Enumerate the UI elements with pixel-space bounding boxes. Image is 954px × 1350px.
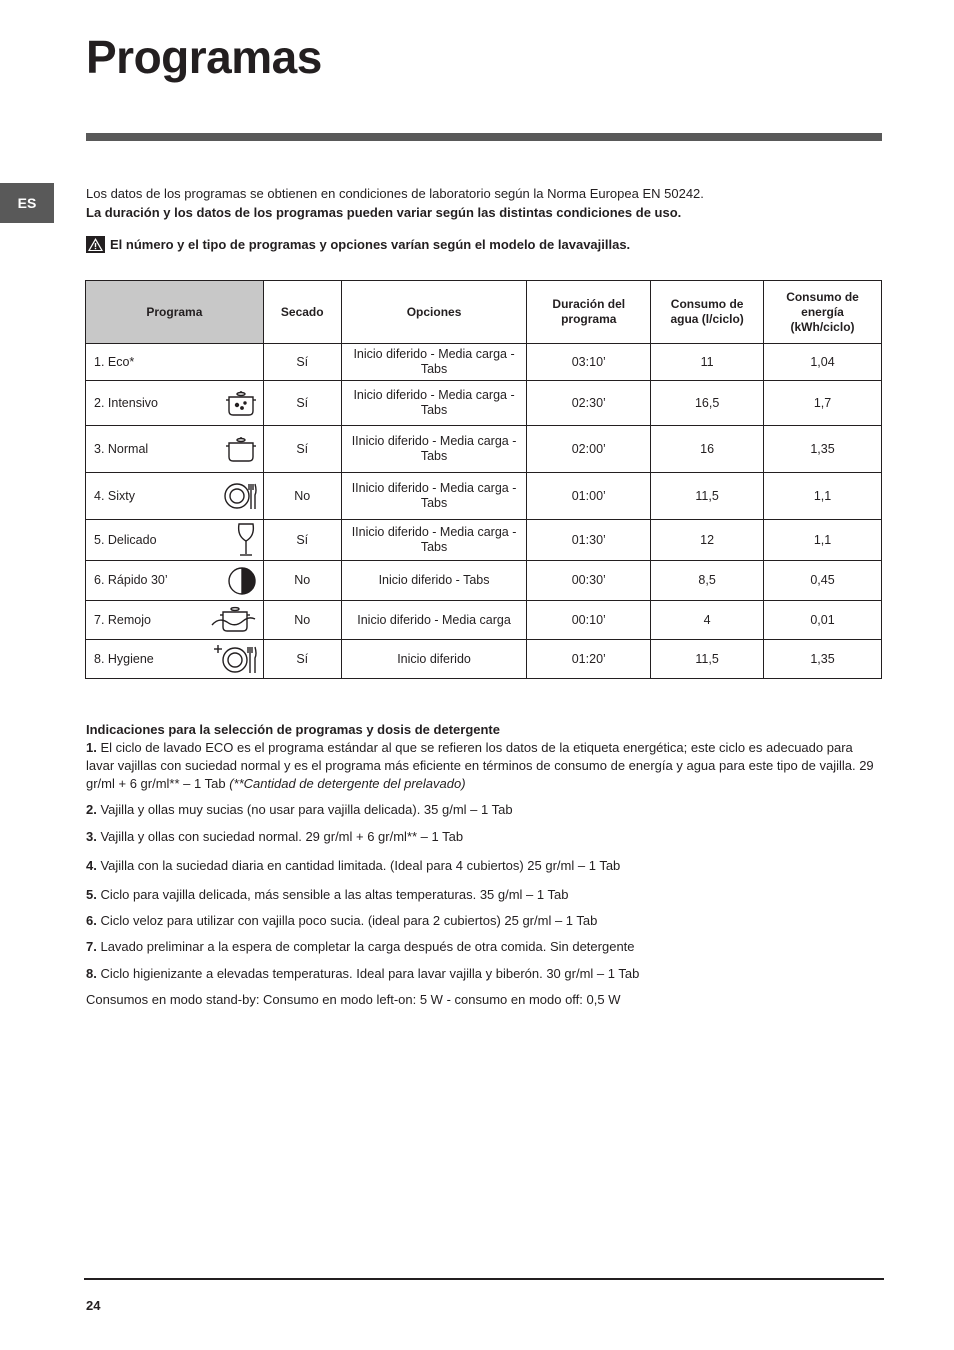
header-opciones: Opciones — [341, 281, 527, 344]
cell-energia: 1,1 — [764, 473, 882, 520]
header-consumo-energia: Consumo de energía (kWh/ciclo) — [764, 281, 882, 344]
warning-triangle-icon — [86, 236, 105, 253]
cell-agua: 11,5 — [651, 473, 764, 520]
cell-opciones: Inicio diferido - Media carga - Tabs — [341, 381, 527, 426]
cell-secado: Sí — [263, 426, 341, 473]
cell-programa — [86, 381, 264, 426]
indication-item: 4. Vajilla con la suciedad diaria en cantidad limitada. (Ideal para 4 cubiertos) 25 gr/ml – 1 Tab — [86, 858, 621, 873]
cell-secado: No — [263, 473, 341, 520]
pot-dirty-icon — [225, 389, 257, 417]
cell-opciones: Inicio diferido - Tabs — [341, 561, 527, 601]
cell-opciones: IInicio diferido - Media carga - Tabs — [341, 473, 527, 520]
soak-pot-icon — [211, 605, 257, 635]
indication-item: 2. Vajilla y ollas muy sucias (no usar para vajilla delicada). 35 g/ml – 1 Tab — [86, 802, 513, 817]
cell-secado: Sí — [263, 640, 341, 679]
program-name: 1. Eco* — [94, 354, 135, 369]
cell-programa — [86, 640, 264, 679]
header-duracion: Duración del programa — [527, 281, 651, 344]
hygiene-plate-icon — [213, 643, 257, 675]
cell-programa — [86, 344, 264, 381]
program-name: 5. Delicado — [94, 532, 157, 547]
cell-duracion: 02:00’ — [527, 426, 651, 473]
intro-line-1: Los datos de los programas se obtienen en condiciones de laboratorio según la Norma Europea EN 50242. — [86, 186, 704, 201]
cell-secado: No — [263, 561, 341, 601]
half-circle-clock-icon — [227, 566, 257, 596]
program-name: 8. Hygiene — [94, 651, 154, 666]
program-name: 4. Sixty — [94, 488, 135, 503]
cell-energia: 1,1 — [764, 520, 882, 561]
table-header-row — [86, 281, 882, 344]
table-row — [86, 640, 882, 679]
cell-agua: 16,5 — [651, 381, 764, 426]
table-row — [86, 426, 882, 473]
table-row — [86, 520, 882, 561]
plate-cutlery-icon — [223, 481, 257, 511]
intro-line-2: La duración y los datos de los programas pueden variar según las distintas condiciones de uso. — [86, 205, 682, 220]
cell-programa — [86, 473, 264, 520]
indication-item: 3. Vajilla y ollas con suciedad normal. 29 gr/ml + 6 gr/ml** – 1 Tab — [86, 829, 464, 844]
program-name: 2. Intensivo — [94, 395, 158, 410]
footer-divider — [84, 1278, 884, 1280]
table-row — [86, 473, 882, 520]
cell-energia: 1,35 — [764, 640, 882, 679]
warning-text: El número y el tipo de programas y opciones varían según el modelo de lavavajillas. — [110, 237, 631, 252]
table-row — [86, 344, 882, 381]
indication-item: 6. Ciclo veloz para utilizar con vajilla poco sucia. (ideal para 2 cubiertos) 25 gr/ml – 1 Tab — [86, 913, 598, 928]
program-name: 6. Rápido 30’ — [94, 573, 168, 587]
header-programa: Programa — [86, 281, 264, 344]
cell-energia: 0,01 — [764, 601, 882, 640]
cell-duracion: 01:30’ — [527, 520, 651, 561]
cell-energia: 0,45 — [764, 561, 882, 601]
title-divider — [86, 133, 882, 141]
cell-agua: 11,5 — [651, 640, 764, 679]
page-number: 24 — [86, 1298, 101, 1313]
programs-table — [85, 280, 882, 679]
cell-secado: No — [263, 601, 341, 640]
cell-agua: 8,5 — [651, 561, 764, 601]
cell-agua: 4 — [651, 601, 764, 640]
cell-agua: 16 — [651, 426, 764, 473]
cell-opciones: IInicio diferido - Media carga - Tabs — [341, 426, 527, 473]
indication-item: 7. Lavado preliminar a la espera de completar la carga después de otra comida. Sin detergente — [86, 939, 635, 954]
cell-duracion: 00:30’ — [527, 561, 651, 601]
indication-item: 8. Ciclo higienizante a elevadas temperaturas. Ideal para lavar vajilla y biberón. 30 gr/ml – 1 Tab — [86, 966, 640, 981]
cell-duracion: 01:00’ — [527, 473, 651, 520]
cell-opciones: IInicio diferido - Media carga - Tabs — [341, 520, 527, 561]
standby-consumption: Consumos en modo stand-by: Consumo en modo left-on: 5 W - consumo en modo off: 0,5 W — [86, 992, 621, 1007]
cell-energia: 1,35 — [764, 426, 882, 473]
cell-programa — [86, 601, 264, 640]
cell-agua: 12 — [651, 520, 764, 561]
indication-item: 5. Ciclo para vajilla delicada, más sensible a las altas temperaturas. 35 g/ml – 1 Tab — [86, 887, 569, 902]
cell-duracion: 00:10’ — [527, 601, 651, 640]
intro-text — [86, 184, 886, 222]
cell-secado: Sí — [263, 520, 341, 561]
cell-opciones: Inicio diferido — [341, 640, 527, 679]
cell-duracion: 01:20’ — [527, 640, 651, 679]
cell-agua: 11 — [651, 344, 764, 381]
program-indications — [86, 721, 884, 1009]
cell-opciones: Inicio diferido - Media carga — [341, 601, 527, 640]
cell-programa — [86, 426, 264, 473]
program-name: 7. Remojo — [94, 612, 151, 627]
cell-duracion: 03:10’ — [527, 344, 651, 381]
warning-note — [86, 236, 886, 253]
cell-duracion: 02:30’ — [527, 381, 651, 426]
header-secado: Secado — [263, 281, 341, 344]
indications-heading: Indicaciones para la selección de programas y dosis de detergente — [86, 722, 500, 737]
header-consumo-agua: Consumo de agua (l/ciclo) — [651, 281, 764, 344]
cell-energia: 1,7 — [764, 381, 882, 426]
cell-energia: 1,04 — [764, 344, 882, 381]
indication-item: 1. El ciclo de lavado ECO es el programa estándar al que se refieren los datos de la etiqueta energética; este ciclo es adecuado para lavar vajillas con suciedad normal y es el programa más eficiente en términos de consumo de energía y agua para este tipo de vajilla. 29 gr/ml + 6 gr/ml** – 1 Tab (**Cantidad de detergente del prelavado) — [86, 740, 874, 791]
cell-programa — [86, 561, 264, 601]
cell-opciones: Inicio diferido - Media carga - Tabs — [341, 344, 527, 381]
table-row — [86, 381, 882, 426]
table-row — [86, 601, 882, 640]
table-row — [86, 561, 882, 601]
cell-secado: Sí — [263, 381, 341, 426]
cell-programa — [86, 520, 264, 561]
page-title: Programas — [86, 31, 322, 83]
wine-glass-icon — [235, 522, 257, 558]
cell-secado: Sí — [263, 344, 341, 381]
language-tab: ES — [0, 183, 54, 223]
program-name: 3. Normal — [94, 441, 149, 456]
pot-icon — [225, 435, 257, 463]
